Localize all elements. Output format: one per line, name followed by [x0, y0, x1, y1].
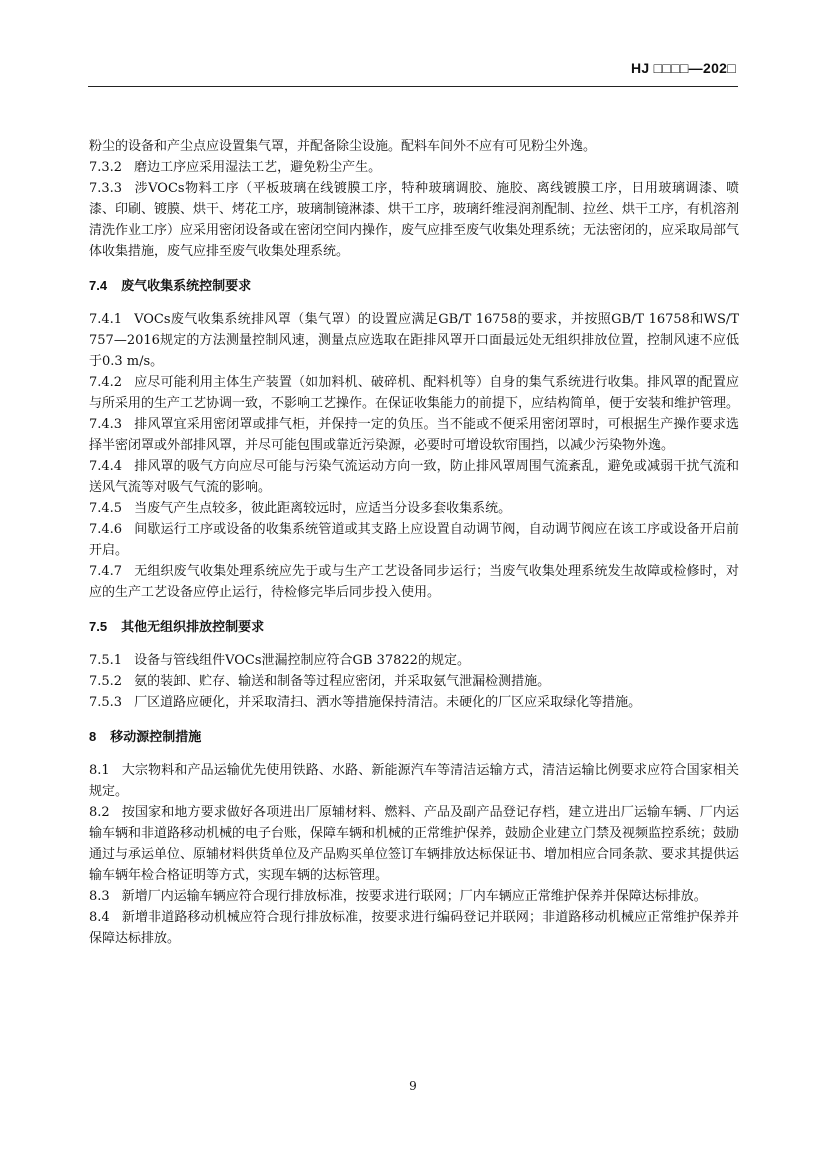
paragraph-continued: 粉尘的设备和产尘点应设置集气罩，并配备除尘设施。配料车间外不应有可见粉尘外逸。 — [89, 139, 597, 154]
clause-text: 磨边工序应采用湿法工艺，避免粉尘产生。 — [134, 160, 382, 175]
clause-text: 涉VOCs物料工序（平板玻璃在线镀膜工序，特种玻璃调胶、施胶、离线镀膜工序，日用玻璃调漆、喷漆、印刷、镀膜、烘干、烤花工序，玻璃制镜淋漆、烘干工序，玻璃纤维浸润剂配制、拉丝、烘干工序，有机溶剂清洗作业工序）应采用密闭设备或在密闭空间内操作，废气应排至废气收集处理系统；无法密闭的，应采取局部气体收集措施，废气应排至废气收集处理系统。 — [89, 181, 740, 259]
clause-text: 新增非道路移动机械应符合现行排放标准，按要求进行编码登记并联网；非道路移动机械应正常维护保养并保障达标排放。 — [89, 910, 739, 946]
document-code-header: HJ □□□□—202□ — [630, 60, 736, 76]
clause-number: 7.4.4 — [89, 459, 123, 474]
clause-8-4 — [89, 907, 739, 949]
clause-number: 7.5.1 — [89, 653, 123, 668]
clause-7-5-3 — [89, 692, 739, 713]
clause-7-4-5 — [89, 498, 739, 519]
clause-text: 厂区道路应硬化，并采取清扫、洒水等措施保持清洁。未硬化的厂区应采取绿化等措施。 — [134, 695, 642, 710]
clause-number: 8.1 — [89, 763, 110, 778]
clause-7-4-2 — [89, 372, 739, 414]
clause-number: 7.4.7 — [89, 564, 123, 579]
page-number: 9 — [409, 1079, 417, 1093]
section-heading-7-4: 7.4 废气收集系统控制要求 — [89, 278, 252, 293]
clause-number: 7.5.2 — [89, 674, 123, 689]
clause-number: 7.3.2 — [89, 160, 123, 175]
clause-number: 7.4.6 — [89, 522, 123, 537]
clause-7-5-1 — [89, 650, 739, 671]
clause-8-3 — [89, 886, 739, 907]
clause-7-3-3 — [89, 178, 739, 262]
clause-number: 7.5.3 — [89, 695, 123, 710]
clause-8-2 — [89, 802, 739, 886]
clause-text: 新增厂内运输车辆应符合现行排放标准，按要求进行联网；厂内车辆应正常维护保养并保障达标排放。 — [121, 889, 707, 904]
section-heading-8: 8 移动源控制措施 — [89, 729, 202, 744]
clause-number: 8.2 — [89, 805, 110, 820]
clause-7-3-2 — [89, 157, 739, 178]
clause-number: 7.4.1 — [89, 312, 123, 327]
clause-number: 7.4.5 — [89, 501, 123, 516]
clause-number: 7.4.2 — [89, 375, 123, 390]
document-body — [89, 136, 739, 949]
clause-number: 8.3 — [89, 889, 110, 904]
clause-text: 排风罩宜采用密闭罩或排气柜，并保持一定的负压。当不能或不便采用密闭罩时，可根据生产操作要求选择半密闭罩或外部排风罩，并尽可能包围或靠近污染源，必要时可增设软帘围挡，以减少污染物外逸。 — [89, 417, 739, 453]
clause-text: 应尽可能利用主体生产装置（如加料机、破碎机、配料机等）自身的集气系统进行收集。排风罩的配置应与所采用的生产工艺协调一致，不影响工艺操作。在保证收集能力的前提下，应结构简单，便于安装和维护管理。 — [89, 375, 740, 411]
clause-text: 间歇运行工序或设备的收集系统管道或其支路上应设置自动调节阀，自动调节阀应在该工序或设备开启前开启。 — [89, 522, 739, 558]
clause-text: 按国家和地方要求做好各项进出厂原辅材料、燃料、产品及副产品登记存档，建立进出厂运输车辆、厂内运输车辆和非道路移动机械的电子台账，保障车辆和机械的正常维护保养，鼓励企业建立门禁及视频监控系统；鼓励通过与承运单位、原辅材料供货单位及产品购买单位签订车辆排放达标保证书、增加相应合同条款、要求其提供运输车辆年检合格证明等方式，实现车辆的达标管理。 — [89, 805, 740, 883]
clause-text: 设备与管线组件VOCs泄漏控制应符合GB 37822的规定。 — [134, 653, 470, 668]
clause-text: 排风罩的吸气方向应尽可能与污染气流运动方向一致，防止排风罩周围气流紊乱，避免或减弱干扰气流和送风气流等对吸气气流的影响。 — [89, 459, 739, 495]
clause-7-5-2 — [89, 671, 739, 692]
clause-text: 无组织废气收集处理系统应先于或与生产工艺设备同步运行；当废气收集处理系统发生故障或检修时，对应的生产工艺设备应停止运行，待检修完毕后同步投入使用。 — [89, 564, 739, 600]
clause-7-4-7 — [89, 561, 739, 603]
clause-number: 8.4 — [89, 910, 110, 925]
clause-7-4-3 — [89, 414, 739, 456]
clause-8-1 — [89, 760, 739, 802]
clause-number: 7.3.3 — [89, 181, 123, 196]
clause-7-4-1 — [89, 309, 739, 372]
header-divider — [88, 86, 738, 87]
clause-text: VOCs废气收集系统排风罩（集气罩）的设置应满足GB/T 16758的要求，并按照GB/T 16758和WS/T 757—2016规定的方法测量控制风速，测量点应选取在距排风罩开口面最远处无组织排放位置，控制风速不应低于0.3 m/s。 — [89, 312, 739, 369]
clause-text: 大宗物料和产品运输优先使用铁路、水路、新能源汽车等清洁运输方式，清洁运输比例要求应符合国家相关规定。 — [89, 763, 739, 799]
clause-text: 当废气产生点较多，彼此距离较远时，应适当分设多套收集系统。 — [134, 501, 512, 516]
clause-7-4-6 — [89, 519, 739, 561]
clause-7-4-4 — [89, 456, 739, 498]
section-heading-7-5: 7.5 其他无组织排放控制要求 — [89, 619, 265, 634]
clause-number: 7.4.3 — [89, 417, 123, 432]
clause-text: 氨的装卸、贮存、输送和制备等过程应密闭，并采取氨气泄漏检测措施。 — [134, 674, 551, 689]
